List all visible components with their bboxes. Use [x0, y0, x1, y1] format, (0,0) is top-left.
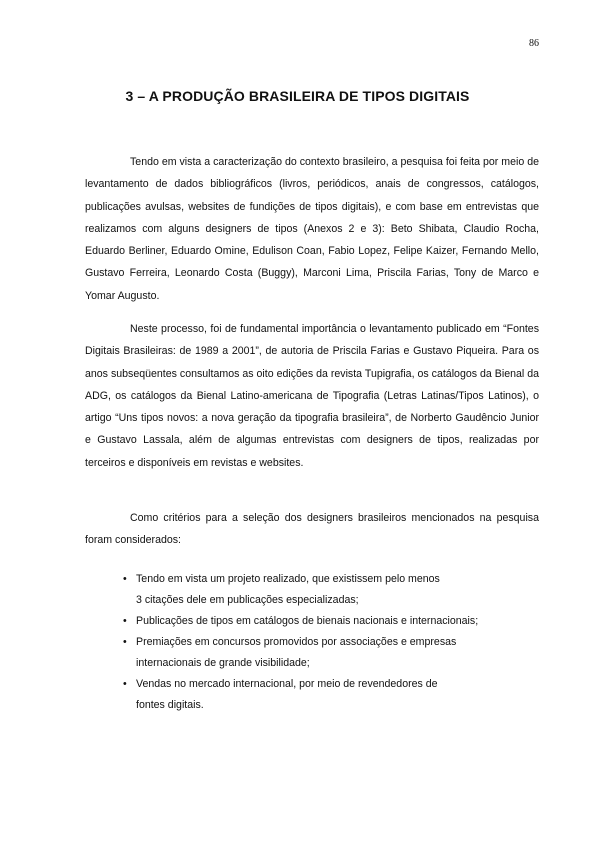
list-item-line: fontes digitais. — [136, 699, 204, 711]
list-item-line: Publicações de tipos em catálogos de bienais nacionais e internacionais; — [136, 615, 479, 627]
bullet-icon: • — [123, 636, 127, 648]
paragraph: Tendo em vista a caracterização do contexto brasileiro, a pesquisa foi feita por meio de levantamento de dados bibliográficos (livros, periódicos, anais de congressos, catálogos, publicações avulsas, websites de fundições de tipos digitais), e com base em entrevistas que realizamos com alguns designers de tipos (Anexos 2 e 3): Beto Shibata, Claudio Rocha, Eduardo Berliner, Eduardo Omine, Edulison Coan, Fabio Lopez, Felipe Kaizer, Fernando Mello, Gustavo Ferreira, Leonardo Costa (Buggy), Marconi Lima, Priscila Farias, Tony de Marco e Yomar Augusto. — [85, 156, 539, 302]
bullet-icon: • — [123, 615, 127, 627]
list-item-line: Vendas no mercado internacional, por meio de revendedores de — [136, 678, 438, 690]
chapter-title: 3 – A PRODUÇÃO BRASILEIRA DE TIPOS DIGITAIS — [125, 88, 470, 104]
list-item — [123, 611, 539, 632]
criteria-list — [123, 569, 539, 716]
list-item — [123, 674, 539, 716]
list-item-line: internacionais de grande visibilidade; — [136, 657, 310, 669]
bullet-icon: • — [123, 678, 127, 690]
list-item — [123, 569, 539, 611]
bullet-icon: • — [123, 573, 127, 585]
paragraph: Neste processo, foi de fundamental importância o levantamento publicado em “Fontes Digitais Brasileiras: de 1989 a 2001”, de autoria de Priscila Farias e Gustavo Piqueira. Para os anos subseqüentes consultamos as oito edições da revista Tupigrafia, os catálogos da Bienal da ADG, os catálogos da Bienal Latino-americana de Tipografia (Letras Latinas/Tipos Latinos), o artigo “Uns tipos novos: a nova geração da tipografia brasileira”, de Norberto Gaudêncio Junior e Gustavo Lassala, além de algumas entrevistas com designers de tipos, realizadas por terceiros e disponíveis em revistas e websites. — [85, 323, 539, 469]
list-item-line: Premiações em concursos promovidos por associações e empresas — [136, 636, 457, 648]
page-number: 86 — [529, 38, 539, 49]
paragraph: Como critérios para a seleção dos designers brasileiros mencionados na pesquisa foram considerados: — [85, 512, 539, 547]
list-item-line: 3 citações dele em publicações especializadas; — [136, 594, 359, 606]
list-item — [123, 632, 539, 674]
list-item-line: Tendo em vista um projeto realizado, que existissem pelo menos — [136, 573, 440, 585]
